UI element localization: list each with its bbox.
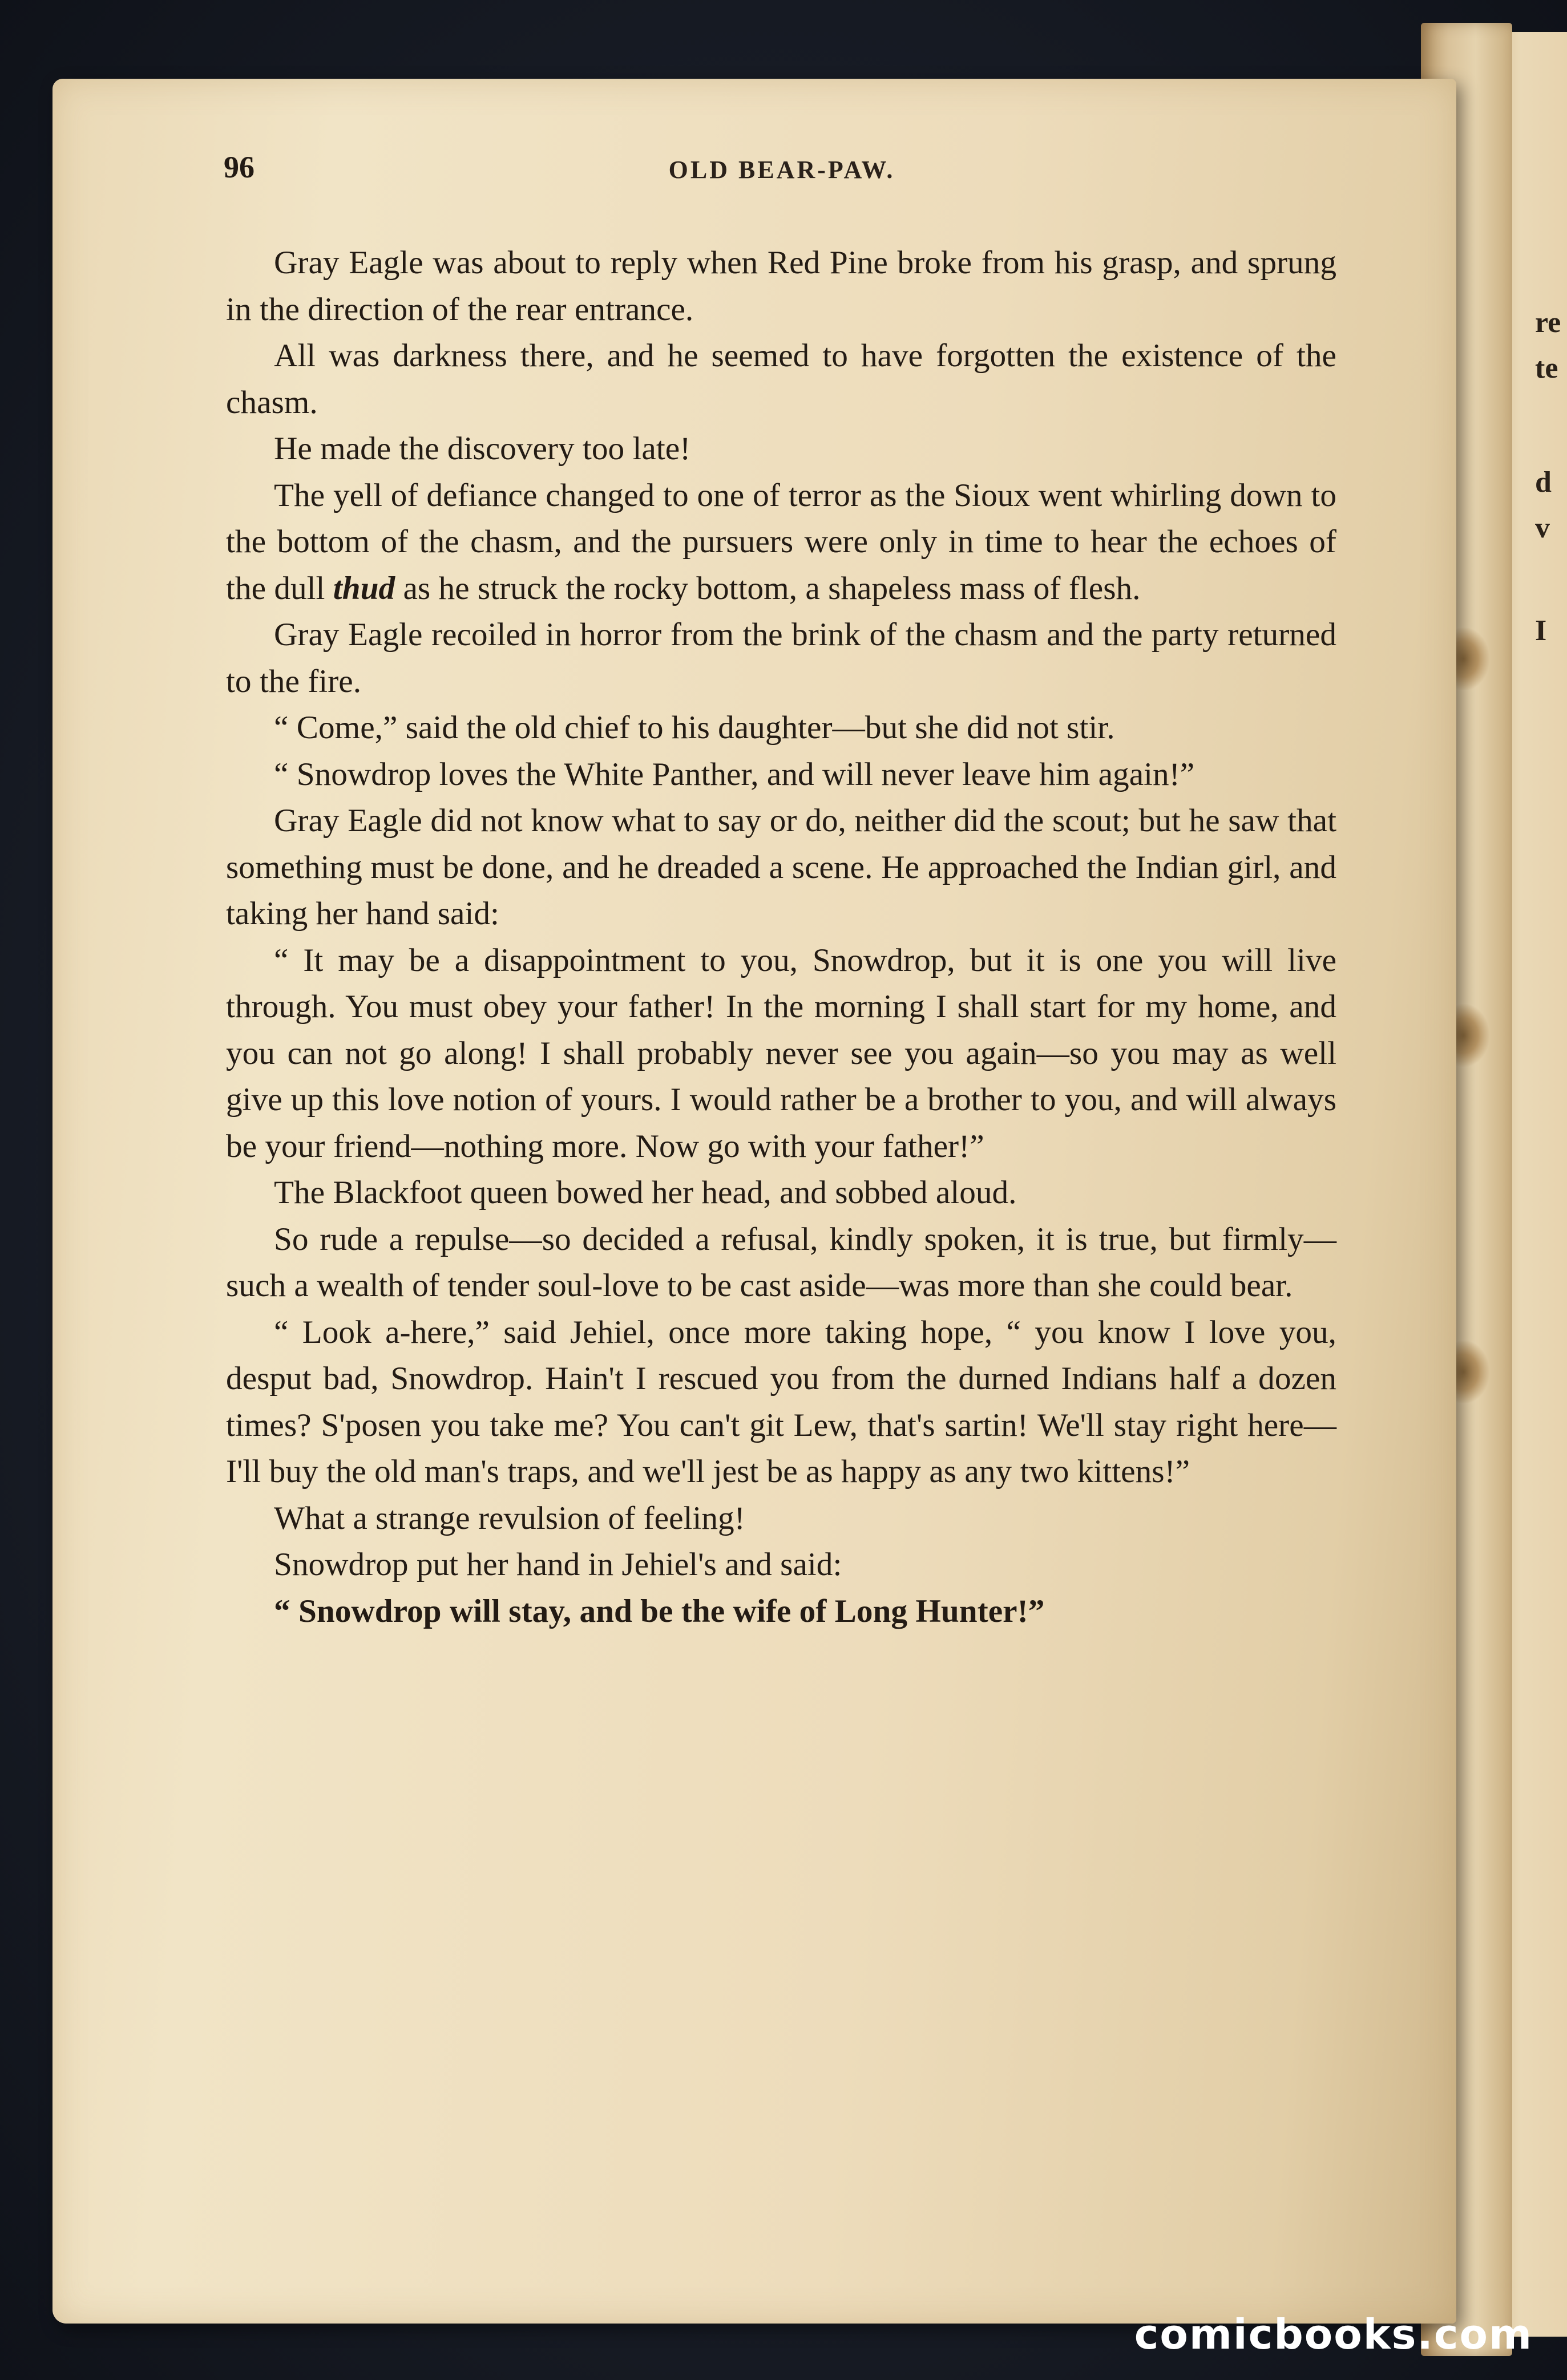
paragraph bbox=[226, 472, 1336, 612]
paragraph: All was darkness there, and he seemed to have forgotten the existence of the chasm. bbox=[226, 338, 1336, 420]
running-head: OLD BEAR-PAW. bbox=[668, 156, 895, 184]
paragraph: He made the discovery too late! bbox=[274, 431, 691, 467]
paragraph: What a strange revulsion of feeling! bbox=[274, 1500, 745, 1536]
paragraph-text: as he struck the rocky bottom, a shapeless mass of flesh. bbox=[403, 570, 1141, 606]
paragraph: The Blackfoot queen bowed her head, and sobbed aloud. bbox=[274, 1175, 1017, 1211]
paragraph: “ Look a-here,” said Jehiel, once more taking hope, “ you know I love you, desput bad, Snowdrop. Hain't I rescued you from the durned Indians half a dozen times? S'posen you take me? You can't git Lew, that's sartin! We'll stay right here—I'll buy the old man's traps, and we'll jest be as happy as any two kittens!” bbox=[226, 1314, 1336, 1489]
paragraph: Gray Eagle was about to reply when Red Pine broke from his grasp, and sprung in the direction of the rear entrance. bbox=[226, 245, 1336, 327]
facing-page-fragment: v bbox=[1535, 512, 1550, 544]
paragraph-text: The yell of defiance changed to one of terror as the Sioux went whirling down to the bottom of the chasm, and the pursuers were only in time to hear the echoes of the dull bbox=[226, 477, 1336, 606]
paragraph: “ Come,” said the old chief to his daughter—but she did not stir. bbox=[274, 710, 1115, 746]
paragraph: Gray Eagle did not know what to say or do, neither did the scout; but he saw that something must be done, and he dreaded a scene. He approached the Indian girl, and taking her hand said: bbox=[226, 803, 1336, 932]
paragraph: “ Snowdrop loves the White Panther, and will never leave him again!” bbox=[274, 756, 1195, 792]
page-body bbox=[226, 240, 1336, 1634]
paragraph: Snowdrop put her hand in Jehiel's and said: bbox=[274, 1547, 842, 1582]
watermark: comicbooks.com bbox=[1134, 2310, 1533, 2358]
page-number: 96 bbox=[224, 150, 255, 184]
paragraph: “ It may be a disappointment to you, Snowdrop, but it is one you will live through. You must obey your father! In the morning I shall start for my home, and you can not go along! I shall probably never see you again—so you may as well give up this love notion of yours. I would rather be a brother to you, and will always be your friend—nothing more. Now go with your father!” bbox=[226, 942, 1336, 1164]
emphasized-word: thud bbox=[333, 570, 395, 606]
facing-page-fragment: I bbox=[1535, 614, 1547, 647]
facing-page-fragment: re bbox=[1535, 306, 1561, 339]
paragraph: So rude a repulse—so decided a refusal, kindly spoken, it is true, but firmly—such a wealth of tender soul-love to be cast aside—was more than she could bear. bbox=[226, 1221, 1336, 1304]
paragraph: “ Snowdrop will stay, and be the wife of Long Hunter!” bbox=[274, 1593, 1045, 1629]
facing-page-fragment: d bbox=[1535, 466, 1552, 499]
paragraph: Gray Eagle recoiled in horror from the brink of the chasm and the party returned to the fire. bbox=[226, 617, 1336, 699]
facing-page-fragment: te bbox=[1535, 352, 1558, 384]
